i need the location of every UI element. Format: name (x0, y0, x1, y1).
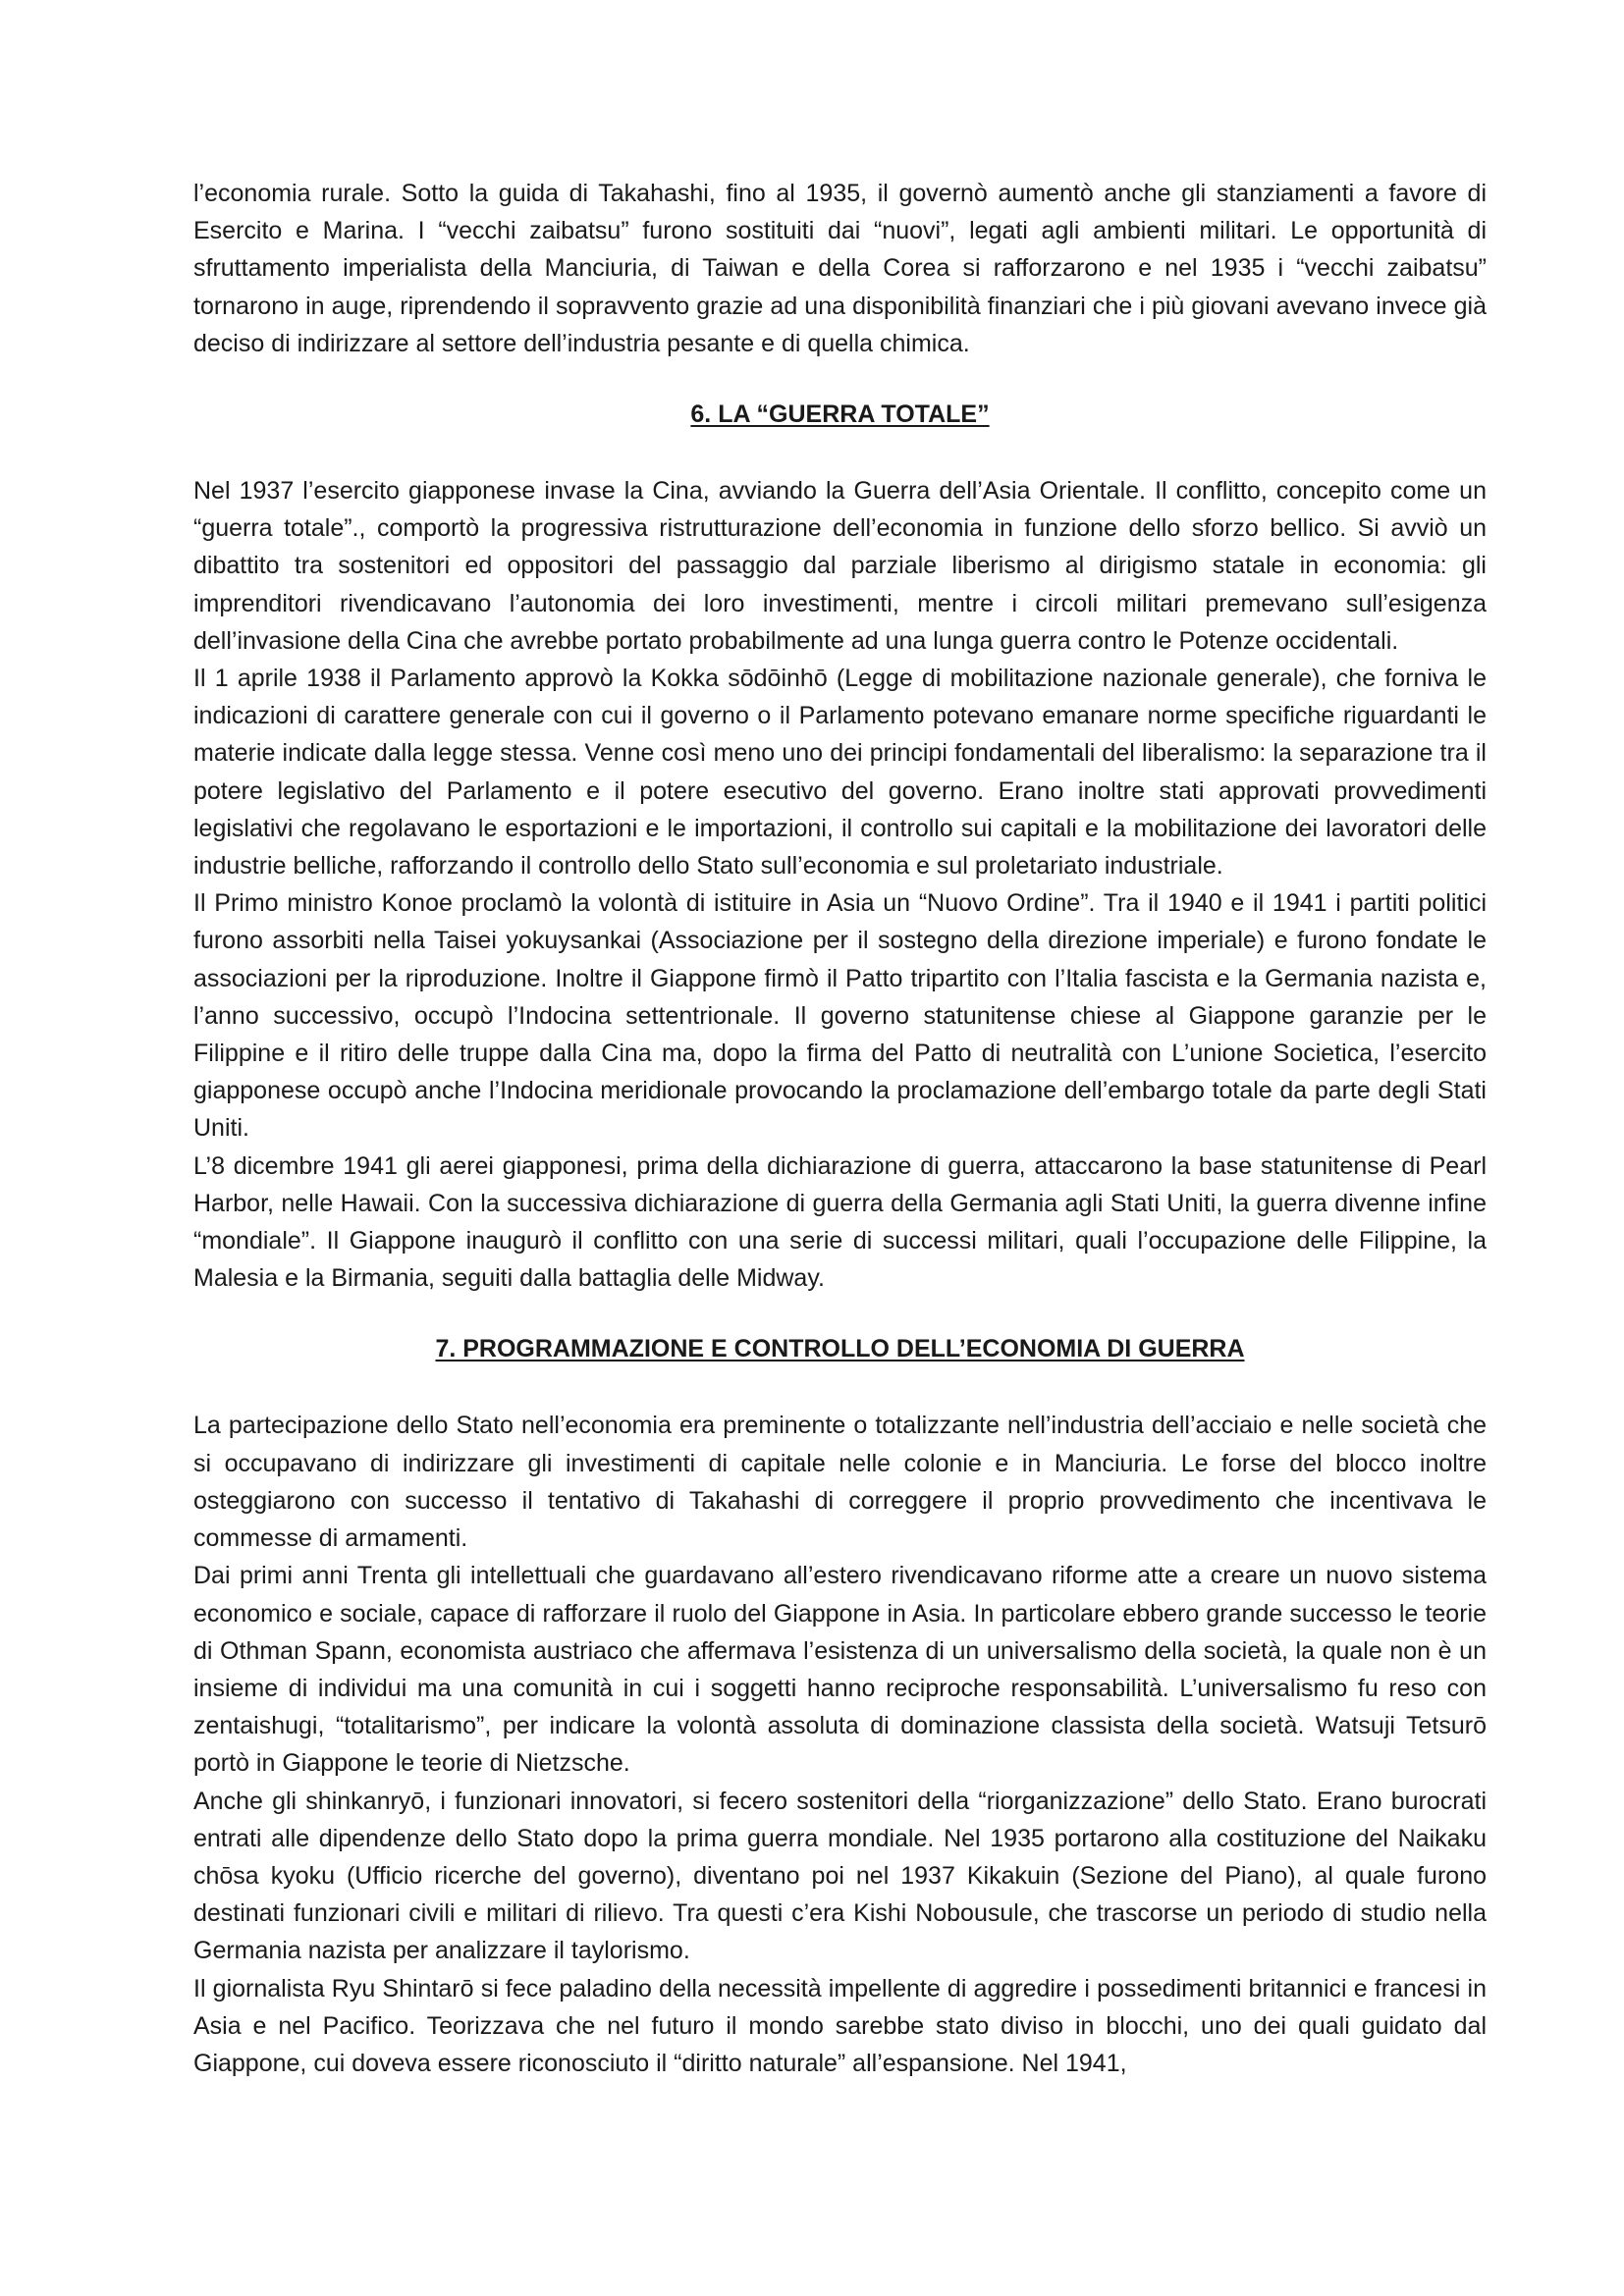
section-6-heading: 6. LA “GUERRA TOTALE” (690, 400, 990, 429)
section-7-paragraph: Il giornalista Ryu Shintarō si fece paladino della necessità impellente di aggredire i possedimenti britannici e francesi in Asia e nel Pacifico. Teorizzava che nel futuro il mondo sarebbe stato diviso in blocchi, uno dei quali guidato dal Giappone, cui doveva essere riconosciuto il “diritto naturale” all’espansione. Nel 1941, (193, 1974, 1487, 2077)
section-6-paragraph: L’8 dicembre 1941 gli aerei giapponesi, prima della dichiarazione di guerra, attaccarono la base statunitense di Pearl Harbor, nelle Hawaii. Con la successiva dichiarazione di guerra della Germania agli Stati Uniti, la guerra divenne infine “mondiale”. Il Giappone inaugurò il conflitto con una serie di successi militari, quali l’occupazione delle Filippine, la Malesia e la Birmania, seguiti dalla battaglia delle Midway. (193, 1151, 1487, 1293)
section-6-paragraph: Nel 1937 l’esercito giapponese invase la Cina, avviando la Guerra dell’Asia Orientale. Il conflitto, concepito come un “guerra totale”., comportò la progressiva ristrutturazione dell’economia in funzione dello sforzo bellico. Si avviò un dibattito tra sostenitori ed oppositori del passaggio dal parziale liberismo al dirigismo statale in economia: gli imprenditori rivendicavano l’autonomia dei loro investimenti, mentre i circoli militari premevano sull’esigenza dell’invasione della Cina che avrebbe portato probabilmente ad una lunga guerra contro le Potenze occidentali. (193, 477, 1487, 655)
section-7-paragraph: Dai primi anni Trenta gli intellettuali che guardavano all’estero rivendicavano riforme atte a creare un nuovo sistema economico e sociale, capace di rafforzare il ruolo del Giappone in Asia. In particolare ebbero grande successo le teorie di Othman Spann, economista austriaco che affermava l’esistenza di un universalismo della società, la quale non è un insieme di individui ma una comunità in cui i soggetti hanno reciproche responsabilità. L’universalismo fu reso con zentaishugi, “totalitarismo”, per indicare la volontà assoluta di dominazione classista della società. Watsuji Tetsurō portò in Giappone le teorie di Nietzsche. (193, 1562, 1487, 1778)
intro-paragraph: l’economia rurale. Sotto la guida di Takahashi, fino al 1935, il governò aumentò anche gli stanziamenti a favore di Esercito e Marina. I “vecchi zaibatsu” furono sostituiti dai “nuovi”, legati agli ambienti militari. Le opportunità di sfruttamento imperialista della Manciuria, di Taiwan e della Corea si rafforzarono e nel 1935 i “vecchi zaibatsu” tornarono in auge, riprendendo il sopravvento grazie ad una disponibilità finanziari che i più giovani avevano invece già deciso di indirizzare al settore dell’industria pesante e di quella chimica. (193, 180, 1487, 357)
section-6-paragraph: Il Primo ministro Konoe proclamò la volontà di istituire in Asia un “Nuovo Ordine”. Tra il 1940 e il 1941 i partiti politici furono assorbiti nella Taisei yokuysankai (Associazione per il sostegno della direzione imperiale) e furono fondate le associazioni per la riproduzione. Inoltre il Giappone firmò il Patto tripartito con l’Italia fascista e la Germania nazista e, l’anno successivo, occupò l’Indocina settentrionale. Il governo statunitense chiese al Giappone garanzie per le Filippine e il ritiro delle truppe dalla Cina ma, dopo la firma del Patto di neutralità con L’unione Societica, l’esercito giapponese occupò anche l’Indocina meridionale provocando la proclamazione dell’embargo totale da parte degli Stati Uniti. (193, 889, 1487, 1143)
section-7-paragraph: La partecipazione dello Stato nell’economia era preminente o totalizzante nell’industria dell’acciaio e nelle società che si occupavano di indirizzare gli investimenti di capitale nelle colonie e in Manciuria. Le forse del blocco inoltre osteggiarono con successo il tentativo di Takahashi di correggere il proprio provvedimento che incentivava le commesse di armamenti. (193, 1412, 1487, 1553)
section-6-paragraph: Il 1 aprile 1938 il Parlamento approvò la Kokka sōdōinhō (Legge di mobilitazione nazionale generale), che forniva le indicazioni di carattere generale con cui il governo o il Parlamento potevano emanare norme specifiche riguardanti le materie indicate dalla legge stessa. Venne così meno uno dei principi fondamentali del liberalismo: la separazione tra il potere legislativo del Parlamento e il potere esecutivo del governo. Erano inoltre stati approvati provvedimenti legislativi che regolavano le esportazioni e le importazioni, il controllo sui capitali e la mobilitazione dei lavoratori delle industrie belliche, rafforzando il controllo dello Stato sull’economia e sul proletariato industriale. (193, 665, 1487, 881)
document-page (193, 175, 1487, 2082)
section-7-paragraph: Anche gli shinkanryō, i funzionari innovatori, si fecero sostenitori della “riorganizzazione” dello Stato. Erano burocrati entrati alle dipendenze dello Stato dopo la prima guerra mondiale. Nel 1935 portarono alla costituzione del Naikaku chōsa kyoku (Ufficio ricerche del governo), diventano poi nel 1937 Kikakuin (Sezione del Piano), al quale furono destinati funzionari civili e militari di rilievo. Tra questi c’era Kishi Nobousule, che trascorse un periodo di studio nella Germania nazista per analizzare il taylorismo. (193, 1787, 1487, 1965)
section-7-heading: 7. PROGRAMMAZIONE E CONTROLLO DELL’ECONOMIA DI GUERRA (435, 1335, 1245, 1363)
